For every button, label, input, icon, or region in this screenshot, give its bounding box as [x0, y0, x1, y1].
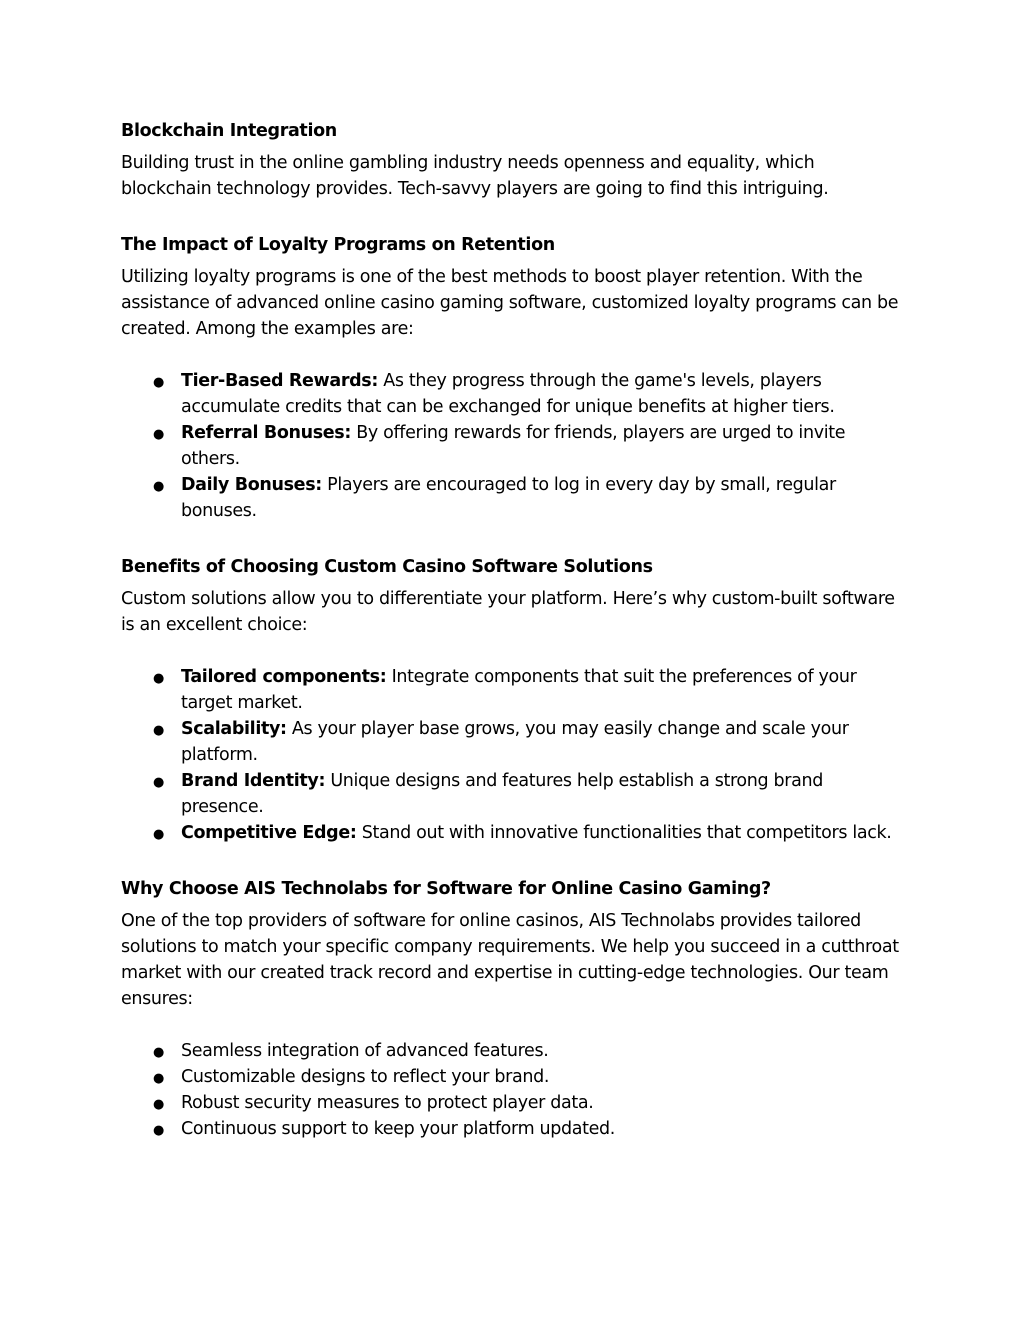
- section-custom-software-benefits: [121, 554, 906, 846]
- bullet-icon: [153, 664, 164, 692]
- document-page: [121, 118, 906, 1142]
- bullet-icon: [153, 472, 164, 500]
- list-item-term: Tier-Based Rewards:: [181, 371, 378, 391]
- list-item-term: Brand Identity:: [181, 771, 326, 791]
- bullet-icon: [153, 1038, 164, 1066]
- bullet-icon: [153, 1090, 164, 1118]
- assurances-list: [121, 1038, 906, 1142]
- list-item-term: Referral Bonuses:: [181, 423, 352, 443]
- section-paragraph: Building trust in the online gambling industry needs openness and equality, which blockchain technology provides. Tech-savvy players are going to find this intriguing.: [121, 153, 829, 199]
- list-item-text: Unique designs and features help establish a strong brand presence.: [181, 771, 823, 817]
- list-item: [121, 1064, 906, 1090]
- section-heading: Why Choose AIS Technolabs for Software for Online Casino Gaming?: [121, 879, 771, 899]
- section-heading: Benefits of Choosing Custom Casino Software Solutions: [121, 557, 653, 577]
- list-item-text: Robust security measures to protect player data.: [181, 1093, 594, 1113]
- list-item-text: Integrate components that suit the preferences of your target market.: [181, 667, 857, 713]
- section-heading: Blockchain Integration: [121, 121, 337, 141]
- section-blockchain-integration: [121, 118, 906, 202]
- list-item-text: Continuous support to keep your platform updated.: [181, 1119, 616, 1139]
- list-item-text: Players are encouraged to log in every day by small, regular bonuses.: [181, 475, 836, 521]
- list-item-term: Tailored components:: [181, 667, 387, 687]
- list-item: [121, 768, 906, 820]
- section-paragraph: Custom solutions allow you to differentiate your platform. Here’s why custom-built software is an excellent choice:: [121, 589, 895, 635]
- loyalty-list: [121, 368, 906, 524]
- list-item: [121, 1038, 906, 1064]
- bullet-icon: [153, 768, 164, 796]
- bullet-icon: [153, 368, 164, 396]
- bullet-icon: [153, 1064, 164, 1092]
- list-item-term: Competitive Edge:: [181, 823, 357, 843]
- section-loyalty-programs: [121, 232, 906, 524]
- list-item-term: Scalability:: [181, 719, 287, 739]
- list-item-text: As your player base grows, you may easily change and scale your platform.: [181, 719, 849, 765]
- list-item-text: By offering rewards for friends, players are urged to invite others.: [181, 423, 846, 469]
- list-item: [121, 820, 906, 846]
- list-item: [121, 368, 906, 420]
- bullet-icon: [153, 820, 164, 848]
- list-item: [121, 664, 906, 716]
- list-item-text: Seamless integration of advanced features.: [181, 1041, 549, 1061]
- list-item: [121, 472, 906, 524]
- list-item: [121, 716, 906, 768]
- list-item: [121, 420, 906, 472]
- list-item-text: Stand out with innovative functionalities that competitors lack.: [356, 823, 892, 843]
- list-item-text: As they progress through the game's levels, players accumulate credits that can be exchanged for unique benefits at higher tiers.: [181, 371, 835, 417]
- bullet-icon: [153, 1116, 164, 1144]
- bullet-icon: [153, 716, 164, 744]
- list-item: [121, 1116, 906, 1142]
- section-paragraph: Utilizing loyalty programs is one of the best methods to boost player retention. With the assistance of advanced online casino gaming software, customized loyalty programs can be created. Among the examples are:: [121, 267, 899, 339]
- bullet-icon: [153, 420, 164, 448]
- section-why-ais-technolabs: [121, 876, 906, 1142]
- list-item: [121, 1090, 906, 1116]
- section-paragraph: One of the top providers of software for online casinos, AIS Technolabs provides tailored solutions to match your specific company requirements. We help you succeed in a cutthroat market with our created track record and expertise in cutting-edge technologies. Our team ensures:: [121, 911, 899, 1009]
- section-heading: The Impact of Loyalty Programs on Retention: [121, 235, 555, 255]
- benefits-list: [121, 664, 906, 846]
- list-item-term: Daily Bonuses:: [181, 475, 322, 495]
- list-item-text: Customizable designs to reflect your brand.: [181, 1067, 550, 1087]
